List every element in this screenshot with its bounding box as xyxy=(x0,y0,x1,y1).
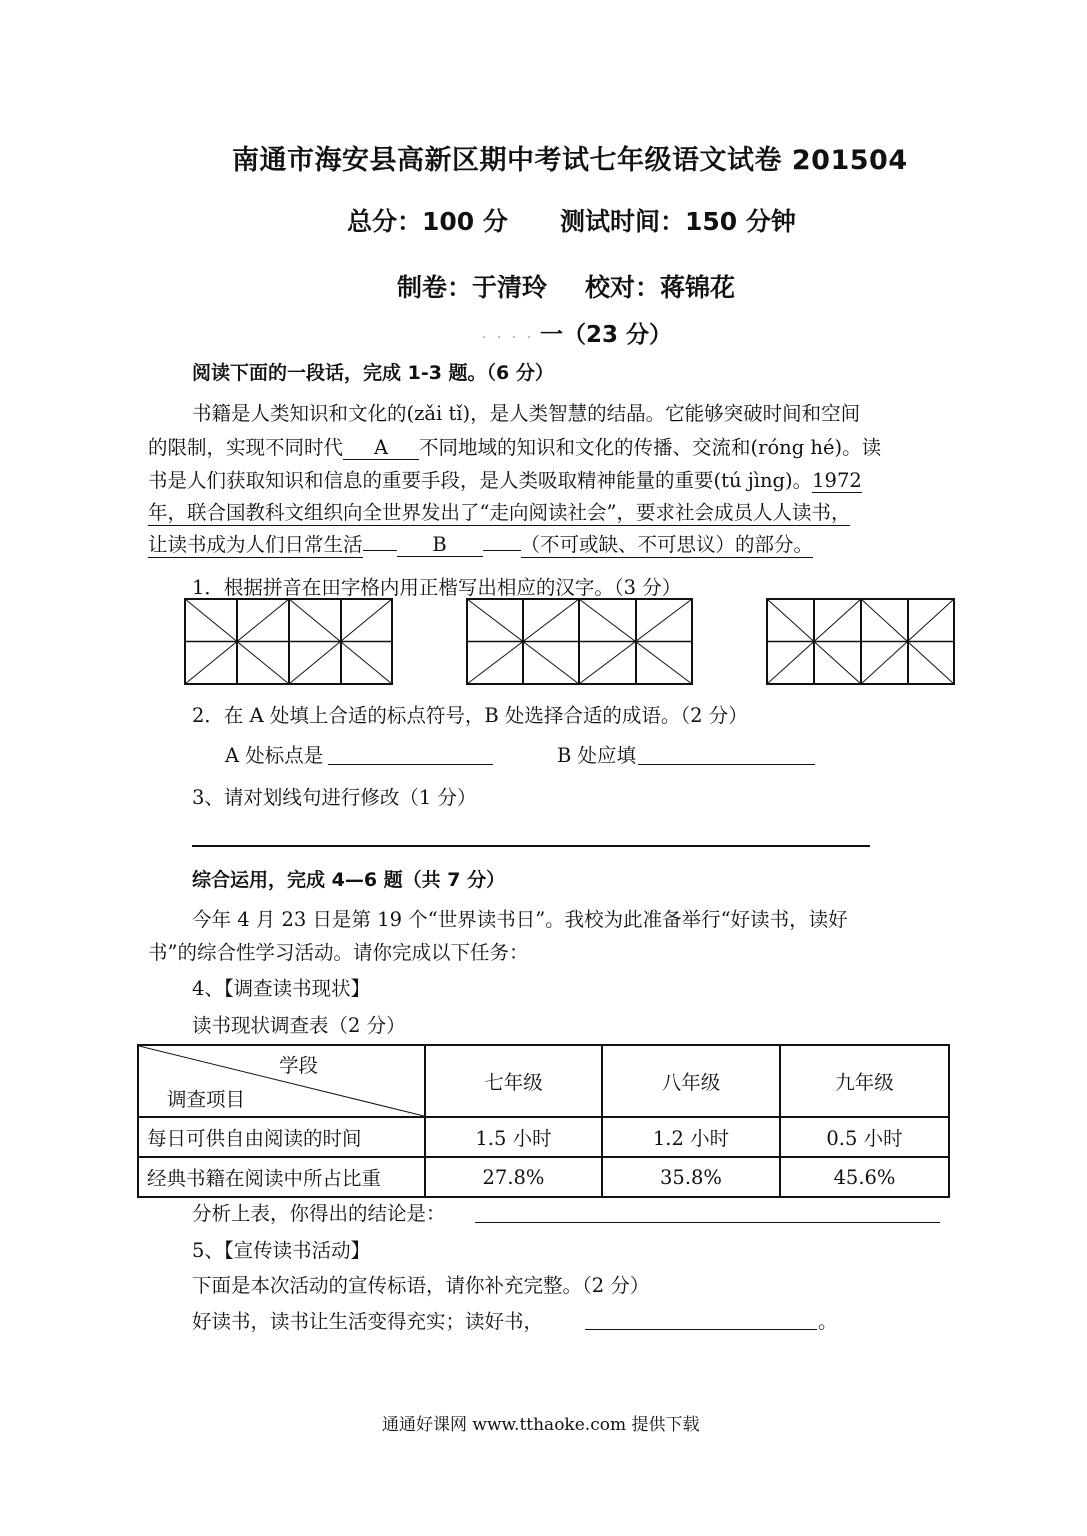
table-corner-cell xyxy=(138,1045,425,1117)
intro-line-2: 书”的综合性学习活动。请你完成以下任务： xyxy=(148,941,529,964)
q2-a-label: A 处标点是 xyxy=(225,744,324,767)
table-row xyxy=(138,1117,949,1157)
tianzige-grid-2[interactable] xyxy=(466,598,694,686)
tianzige-grid-1[interactable] xyxy=(184,598,394,686)
underline-spacer xyxy=(363,550,397,551)
table-row xyxy=(138,1157,949,1197)
passage-line-2-part-b: 不同地域的知识和文化的传播、交流和(róng hé)。读 xyxy=(419,436,882,459)
q2-a-answer-line[interactable] xyxy=(328,764,493,765)
table-cell: 27.8% xyxy=(425,1157,602,1197)
paper-checker: 校对：蒋锦花 xyxy=(585,273,736,302)
reading-survey-table xyxy=(137,1044,950,1198)
table-col-header: 七年级 xyxy=(425,1045,602,1117)
passage-line-1: 书籍是人类知识和文化的(zǎi tǐ)，是人类智慧的结晶。它能够突破时间和空间 xyxy=(192,402,861,425)
question-5-description: 下面是本次活动的宣传标语，请你补充完整。（2 分） xyxy=(192,1274,650,1297)
tianzige-grid-3[interactable] xyxy=(766,598,956,686)
table-caption: 读书现状调查表（2 分） xyxy=(192,1014,406,1037)
passage-line-5 xyxy=(148,529,813,558)
page-footer: 通通好课网 www.tthaoke.com 提供下载 xyxy=(382,1415,700,1435)
table-cell: 1.5 小时 xyxy=(425,1117,602,1157)
corner-bottom-label: 调查项目 xyxy=(167,1088,246,1111)
question-5-title: 5、【宣传读书活动】 xyxy=(192,1239,371,1262)
intro-line-1: 今年 4 月 23 日是第 19 个“世界读书日”。我校为此准备举行“好读书，读好 xyxy=(192,908,848,931)
table-cell: 1.2 小时 xyxy=(602,1117,780,1157)
q4-conclusion-answer-line[interactable] xyxy=(475,1222,940,1223)
blank-b-label: B xyxy=(397,533,483,557)
table-cell: 35.8% xyxy=(602,1157,780,1197)
corner-top-label: 学段 xyxy=(279,1054,319,1077)
passage-line-3-underlined: 1972 xyxy=(812,469,862,492)
q3-answer-line[interactable] xyxy=(192,845,870,847)
passage-line-3-part-a: 书是人们获取知识和信息的重要手段，是人类吸取精神能量的重要(tú jìng)。 xyxy=(148,469,813,492)
q5-slogan-answer-line[interactable] xyxy=(585,1329,817,1330)
table-cell: 0.5 小时 xyxy=(780,1117,949,1157)
question-1: 1．根据拼音在田字格内用正楷写出相应的汉字。（3 分） xyxy=(192,576,682,599)
passage-line-5-part-a: 让读书成为人们日常生活 xyxy=(148,529,363,558)
question-3: 3、请对划线句进行修改（1 分） xyxy=(192,786,477,809)
passage-line-2-part-a: 的限制，实现不同时代 xyxy=(148,436,344,459)
table-col-header: 九年级 xyxy=(780,1045,949,1117)
part-one-heading: 一（23 分） xyxy=(540,322,673,348)
instruction-q1-3: 阅读下面的一段话，完成 1-3 题。（6 分） xyxy=(192,362,554,384)
table-row-label: 每日可供自由阅读的时间 xyxy=(138,1117,425,1157)
instruction-q4-6: 综合运用，完成 4—6 题（共 7 分） xyxy=(192,869,506,891)
question-5-slogan: 好读书，读书让生活变得充实；读好书， xyxy=(192,1310,544,1333)
paper-maker: 制卷：于清玲 xyxy=(397,273,548,302)
blank-a-label: A xyxy=(343,436,419,460)
question-2: 2．在 A 处填上合适的标点符号，B 处选择合适的成语。（2 分） xyxy=(192,704,748,727)
table-col-header: 八年级 xyxy=(602,1045,780,1117)
exam-title: 南通市海安县高新区期中考试七年级语文试卷 201504 xyxy=(232,145,908,176)
passage-line-2 xyxy=(148,432,881,460)
passage-line-5-part-b: （不可或缺、不可思议）的部分。 xyxy=(521,529,814,558)
passage-line-4 xyxy=(148,497,850,526)
slogan-end-mark: 。 xyxy=(818,1310,838,1333)
passage-line-3 xyxy=(148,465,862,493)
q2-b-label: B 处应填 xyxy=(557,744,637,767)
test-time: 测试时间：150 分钟 xyxy=(560,207,796,236)
q4-conclusion-label: 分析上表，你得出的结论是： xyxy=(192,1202,446,1225)
passage-line-4-underlined: 年，联合国教科文组织向全世界发出了“走向阅读社会”，要求社会成员人人读书， xyxy=(148,497,850,526)
q2-b-answer-line[interactable] xyxy=(638,764,815,765)
table-header-row xyxy=(138,1045,949,1117)
total-score: 总分：100 分 xyxy=(347,207,508,236)
underline-spacer xyxy=(483,550,521,551)
table-cell: 45.6% xyxy=(780,1157,949,1197)
decorative-dots: . . . . xyxy=(482,326,535,342)
question-4-title: 4、【调查读书现状】 xyxy=(192,977,371,1000)
table-row-label: 经典书籍在阅读中所占比重 xyxy=(138,1157,425,1197)
